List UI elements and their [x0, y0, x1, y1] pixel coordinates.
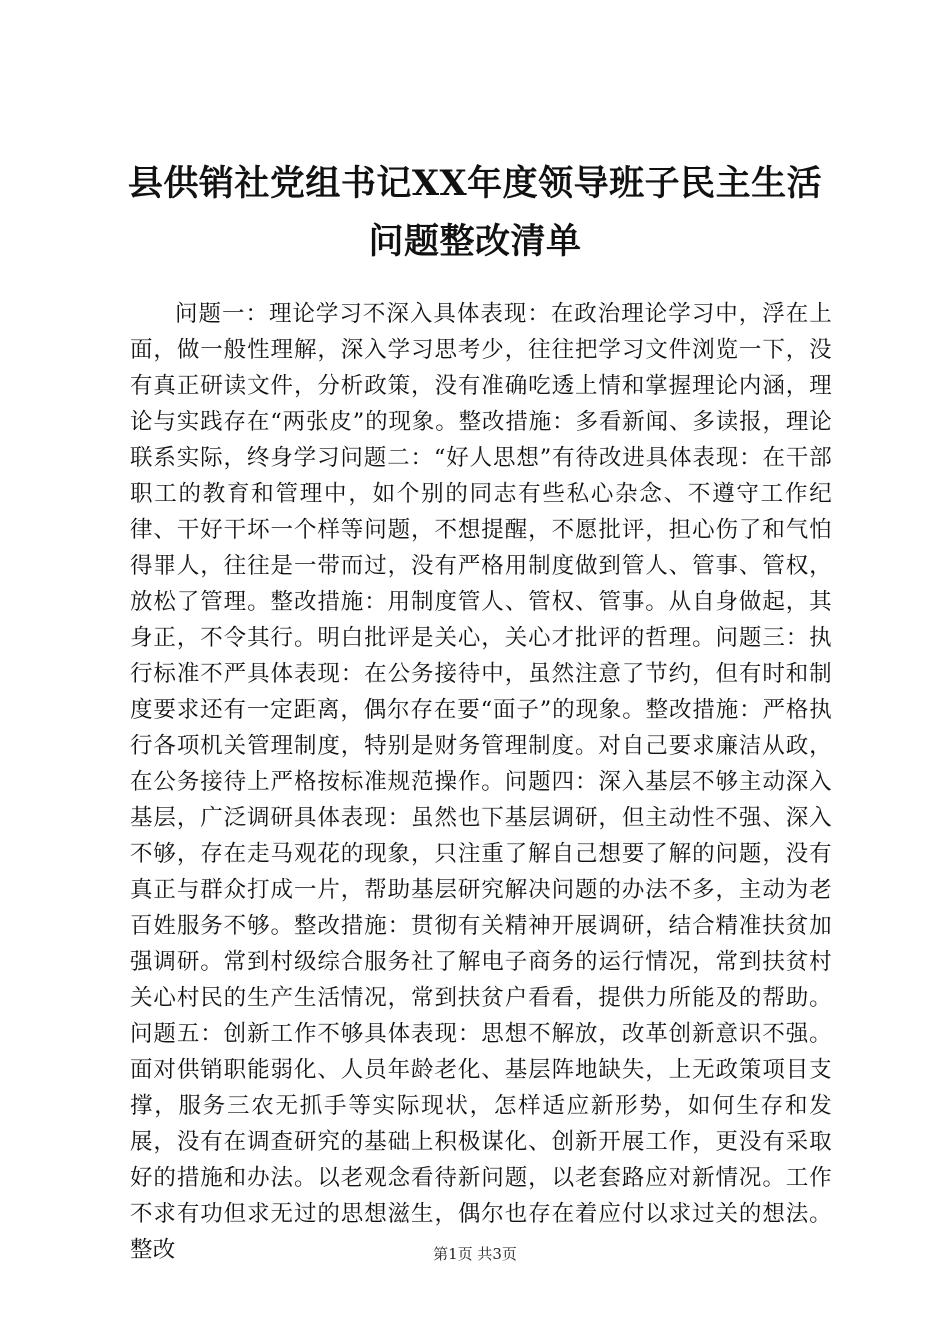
document-title-line-1: 县供销社党组书记XX年度领导班子民主生活: [127, 163, 823, 204]
document-title-line-2: 问题整改清单: [368, 221, 582, 262]
page-number-footer: 第1页 共3页: [433, 1245, 517, 1263]
document-body-paragraph: 问题一：理论学习不深入具体表现：在政治理论学习中，浮在上面，做一般性理解，深入学习思考少，往往把学习文件浏览一下，没有真正研读文件，分析政策，没有准确吃透上情和掌握理论内涵，理论与实践存在“两张皮”的现象。整改措施：多看新闻、多读报，理论联系实际，终身学习问题二：“好人思想”有待改进具体表现：在干部职工的教育和管理中，如个别的同志有些私心杂念、不遵守工作纪律、干好干坏一个样等问题，不想提醒，不愿批评，担心伤了和气怕得罪人，往往是一带而过，没有严格用制度做到管人、管事、管权，放松了管理。整改措施：用制度管人、管权、管事。从自身做起，其身正，不令其行。明白批评是关心，关心才批评的哲理。问题三：执行标准不严具体表现：在公务接待中，虽然注意了节约，但有时和制度要求还有一定距离，偶尔存在要“面子”的现象。整改措施：严格执行各项机关管理制度，特别是财务管理制度。对自己要求廉洁从政，在公务接待上严格按标准规范操作。问题四：深入基层不够主动深入基层，广泛调研具体表现：虽然也下基层调研，但主动性不强、深入不够，存在走马观花的现象，只注重了解自己想要了解的问题，没有真正与群众打成一片，帮助基层研究解决问题的办法不多，主动为老百姓服务不够。整改措施：贯彻有关精神开展调研，结合精准扶贫加强调研。常到村级综合服务社了解电子商务的运行情况，常到扶贫村关心村民的生产生活情况，常到扶贫户看看，提供力所能及的帮助。问题五：创新工作不够具体表现：思想不解放，改革创新意识不强。面对供销职能弱化、人员年龄老化、基层阵地缺失，上无政策项目支撑，服务三农无抓手等实际现状，怎样适应新形势，如何生存和发展，没有在调查研究的基础上积极谋化、创新开展工作，更没有采取好的措施和办法。以老观念看待新问题，以老套路应对新情况。工作不求有功但求无过的思想滋生，偶尔也存在着应付以求过关的想法。整改: [130, 301, 832, 1263]
